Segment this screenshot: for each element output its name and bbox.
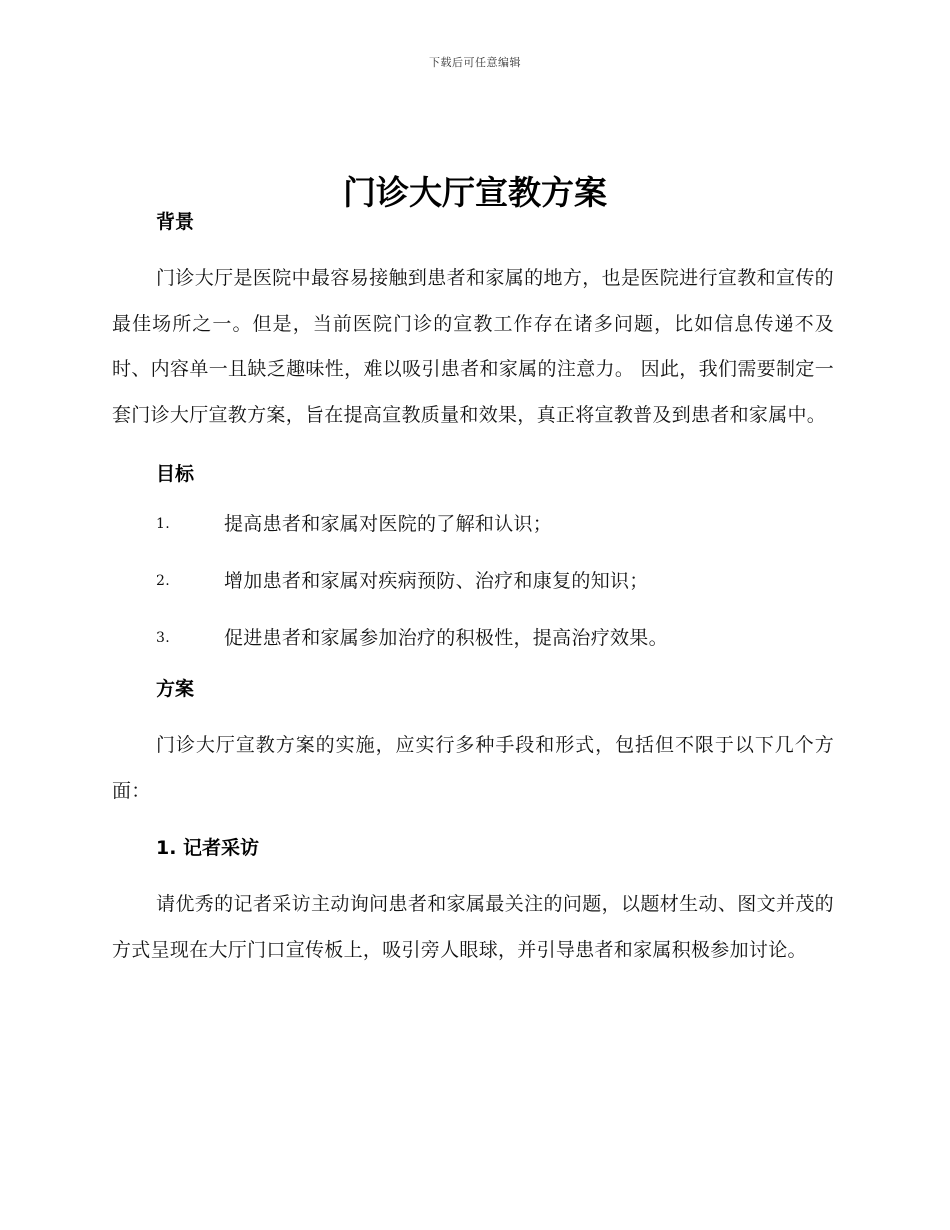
paragraph-plan: 门诊大厅宣教方案的实施，应实行多种手段和形式，包括但不限于以下几个方面：	[112, 734, 834, 802]
list-item-text: 增加患者和家属对疾病预防、治疗和康复的知识；	[224, 570, 649, 592]
goals-list	[112, 496, 834, 667]
section-plan	[112, 667, 834, 973]
paragraph-background: 门诊大厅是医院中最容易接触到患者和家属的地方，也是医院进行宣教和宣传的最佳场所之一。但是，当前医院门诊的宣教工作存在诸多问题，比如信息传递不及时、内容单一且缺乏趣味性，难以吸引患者和家属的注意力。 因此，我们需要制定一套门诊大厅宣教方案，旨在提高宣教质量和效果，真正将宣教普及到患者和家属中。	[112, 267, 834, 426]
header-note: 下载后可任意编辑	[429, 56, 521, 69]
heading-goals: 目标	[156, 463, 195, 485]
list-item-text: 提高患者和家属对医院的了解和认识；	[224, 513, 553, 535]
list-item-text: 促进患者和家属参加治疗的积极性，提高治疗效果。	[224, 627, 668, 649]
document-title: 门诊大厅宣教方案	[343, 173, 607, 213]
heading-background: 背景	[156, 211, 195, 233]
list-item-number: 3.	[156, 630, 170, 646]
heading-plan: 方案	[156, 678, 195, 700]
list-item	[112, 553, 834, 610]
list-item	[112, 610, 834, 667]
list-item-number: 2.	[156, 573, 170, 589]
heading-reporter-interview: 1. 记者采访	[156, 837, 260, 859]
paragraph-reporter-interview: 请优秀的记者采访主动询问患者和家属最关注的问题，以题材生动、图文并茂的方式呈现在大厅门口宣传板上，吸引旁人眼球，并引导患者和家属积极参加讨论。	[112, 893, 834, 961]
list-item	[112, 496, 834, 553]
section-background	[112, 200, 834, 438]
document-body	[112, 200, 834, 973]
section-goals	[112, 452, 834, 667]
list-item-number: 1.	[156, 516, 170, 532]
